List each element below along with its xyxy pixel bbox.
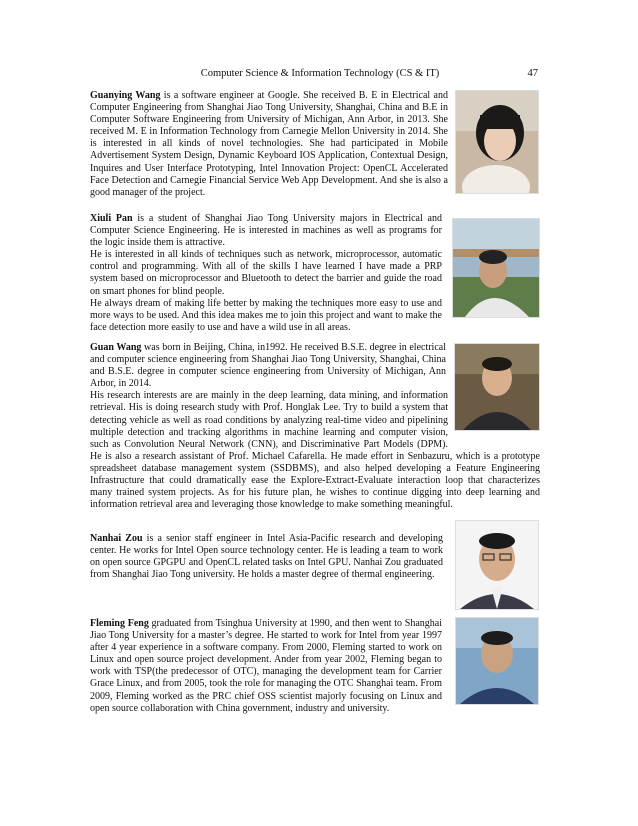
bio-paragraph [90, 533, 443, 581]
author-name: Guan Wang [90, 342, 142, 353]
bio-paragraph [90, 342, 446, 390]
bio-paragraph [90, 213, 442, 249]
author-photo-xiuli-pan [452, 218, 540, 318]
bio-text: graduated from Tsinghua University at 1990, and then went to Shanghai Jiao Tong University for a master’s degree. He started to work for Intel from year 1997 after 4 year experience in a software company. From 2000, Fleming started to work on Linux and open source project development. Ander from year 2002, Fleming began to work with TSP(the predecessor of OTC), managing the development team for Carrier Grace Linux, and from 2005, took the role for managing the OTC Shanghai team. From 2009, Fleming worked as the PRC chief OSS scientist majorly focusing on Linux and open source collaboration with China government, industry and university. [90, 618, 442, 714]
page-header [90, 68, 550, 82]
page-number: 47 [527, 68, 538, 79]
bio-xiuli-pan [90, 213, 442, 334]
author-name: Xiuli Pan [90, 213, 133, 224]
bio-paragraph: He is interested in all kinds of techniques such as network, microprocessor, automatic control and programming. With all of the skills I have learned I have made a PRP system based on microprocessor and Bluetooth to detect the barrier and guide the road on smart phones for blind people. [90, 249, 442, 297]
author-photo-nanhai-zou [455, 520, 539, 610]
bio-text: is a software engineer at Google. She received B. E in Electrical and Computer Engineering from Shanghai Jiao Tong University, Shanghai, China and B.E in Computer Software Engineering from University of Michigan, Ann Arbor, in 2013. She received M. E in Information Technology from Carnegie Mellon University in 2014. She is interested in all kinds of novel technologies. She had participated in Mobile Advertisement System Design, Dynamic Keyboard IOS Application, Contextual Design, Inquires and User Interface Prototyping, Intel Innovation Project: OpenCL Accelerated Face Detection and Carnegie Financial Service Web App Development. And she is also a good manager of the project. [90, 90, 448, 198]
bio-paragraph: He always dream of making life better by making the techniques more easy to use and more ways to be used. And this idea makes me to join this project and want to make the face detection more easily to use and have a wild use in all areas. [90, 297, 442, 333]
bio-text: His research interests are are mainly in the deep learning, data mining, and information retrieval. His is doing research study with Prof. Honglak Lee. Try to build a system that detecting vehicle as well as road conditions by analyzing real-time video and pipelining multiple detection and tracking algorithms in machine learning and computer vision, such as Convolution Neural Network (CNN), and Discriminative Part Models (DPM). He is also a research assistant of Prof. Michael Cafarella. He made effort in Senbazuru, which is a prototype spreadsheet database management system (SSDBMS), and also helped developing a Feature Engineering Infrastructure that could dramatically ease the Explore-Extract-Evaluate interaction loop that characterizes many trained system projects. As for his future plan, he wishes to continue digging into deep learning and information retrieval area and leveraging those knowledge to make something meaningful. [90, 390, 540, 511]
bio-paragraph [90, 90, 448, 199]
bio-text: is a senior staff engineer in Intel Asia-Pacific research and developing center. He works for Intel Open source technology center. He is leading a team to work on open source GPGPU and OpenCL related tasks on Intel GPU. Nanhai Zou graduated from Shanghai Jiao Tong university. He holds a master degree of thermal engineering. [90, 533, 443, 581]
journal-title: Computer Science & Information Technology (CS & IT) [200, 68, 440, 79]
author-name: Guanying Wang [90, 90, 161, 101]
author-name: Nanhai Zou [90, 533, 143, 544]
bio-text: is a student of Shanghai Jiao Tong University majors in Electrical and Computer Science Engineering. He is interested in machines as well as programs for the logic inside them is attractive. [90, 213, 442, 249]
bio-guanying-wang [90, 90, 448, 199]
bio-nanhai-zou [90, 533, 443, 581]
bio-text: was born in Beijing, China, in1992. He received B.S.E. degree in electrical and computer science engineering from Shanghai Jiao Tong University, Shanghai, China and B.S.E. degree in computer science engineering from University of Michigan, Ann Arbor, in 2014. [90, 342, 446, 390]
bio-paragraph [90, 618, 442, 715]
author-photo-guanying-wang [455, 90, 539, 194]
author-photo-guan-wang [454, 343, 540, 431]
author-name: Fleming Feng [90, 618, 149, 629]
author-photo-fleming-feng [455, 617, 539, 705]
bio-fleming-feng [90, 618, 442, 715]
